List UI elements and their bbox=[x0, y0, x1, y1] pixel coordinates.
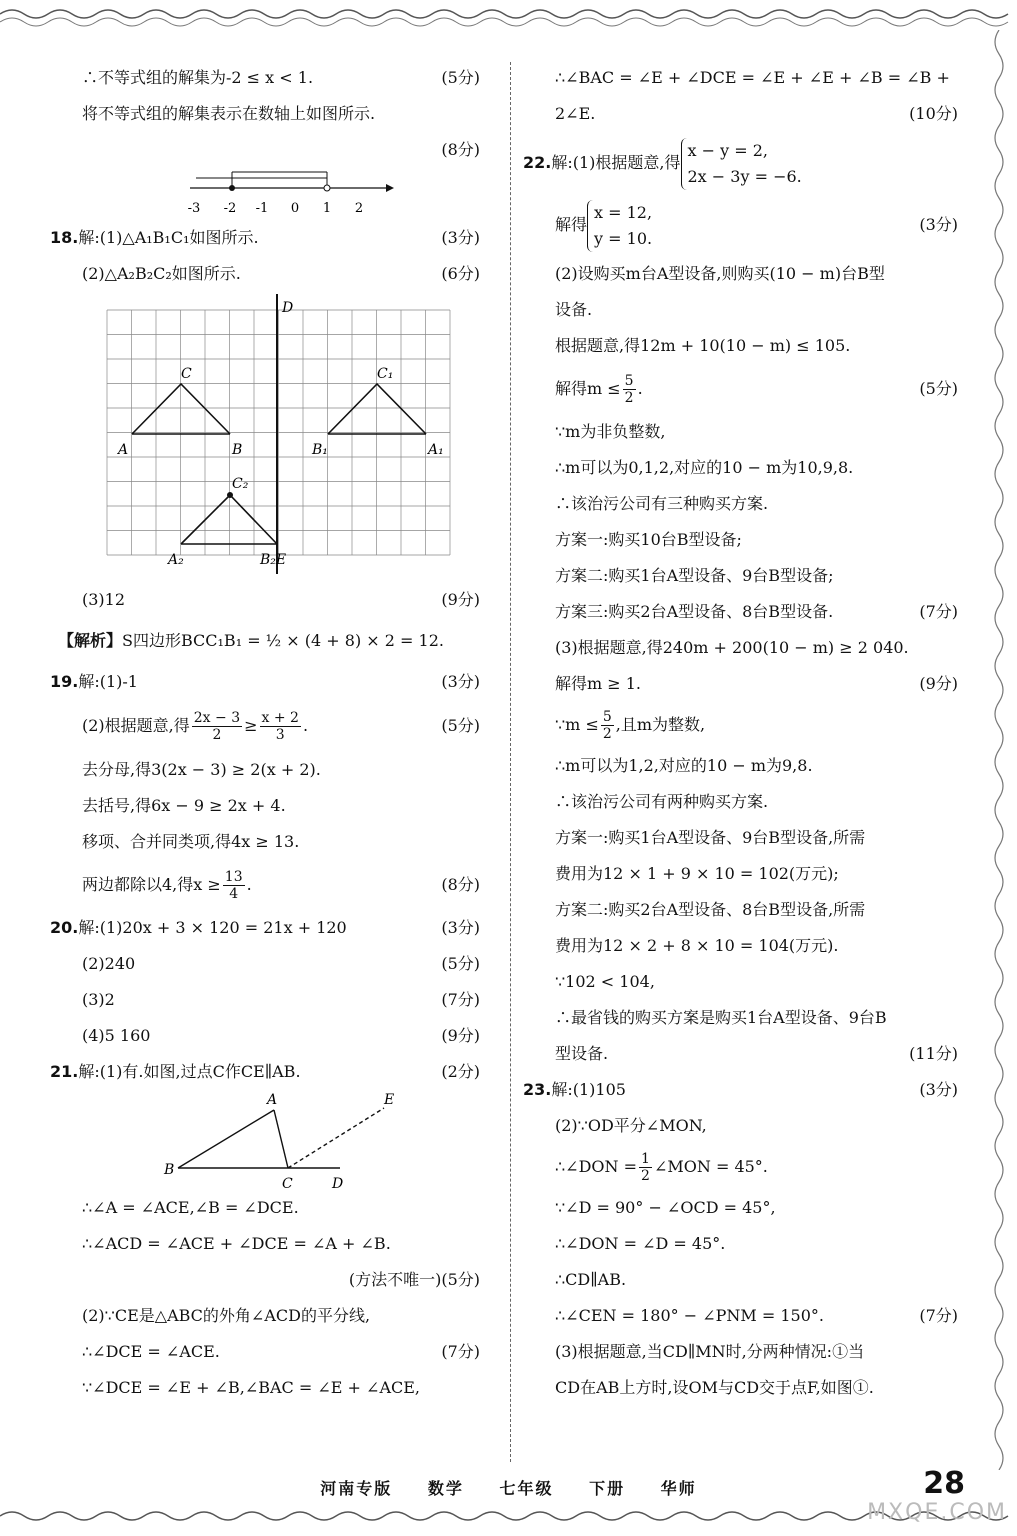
number-line-figure bbox=[50, 168, 480, 220]
point-label: C bbox=[282, 1176, 293, 1190]
line-text: ∴∠BAC = ∠E + ∠DCE = ∠E + ∠E + ∠B = ∠B + bbox=[555, 68, 950, 87]
line bbox=[523, 414, 958, 450]
line-text: ∴∠DON = bbox=[555, 1157, 638, 1176]
tick-label: -3 bbox=[187, 201, 201, 216]
line bbox=[523, 1144, 958, 1190]
line-text: 方案一:购买1台A型设备、9台B型设备,所需 bbox=[555, 828, 866, 847]
line bbox=[523, 1072, 958, 1108]
line bbox=[523, 1226, 958, 1262]
q23-line bbox=[523, 1072, 626, 1108]
line bbox=[50, 664, 480, 700]
line-text: 去分母,得3(2x − 3) ≥ 2(x + 2). bbox=[82, 760, 321, 779]
numerator: 2x − 3 bbox=[193, 710, 241, 726]
punct: . bbox=[302, 716, 309, 735]
q21-line bbox=[50, 1054, 301, 1090]
line bbox=[50, 1262, 480, 1298]
line-text: ∵m为非负整数, bbox=[555, 422, 666, 441]
line bbox=[523, 666, 958, 702]
equation: x = 12, bbox=[594, 202, 653, 222]
score: (11分) bbox=[909, 1044, 958, 1063]
question-number: 21. bbox=[50, 1062, 79, 1081]
line-text: ∵102 < 104, bbox=[555, 972, 655, 991]
footer-subject: 数学 bbox=[427, 1479, 464, 1498]
denominator: 2 bbox=[624, 390, 634, 406]
line-text: ∠MON = 45°. bbox=[653, 1157, 768, 1176]
grid-figure bbox=[50, 292, 480, 582]
line-text: ∴CD∥AB. bbox=[555, 1270, 627, 1289]
line bbox=[50, 132, 480, 168]
line-text: 方案二:购买1台A型设备、9台B型设备; bbox=[555, 566, 834, 585]
line bbox=[523, 702, 958, 748]
footer-volume: 下册 bbox=[589, 1479, 626, 1498]
line bbox=[50, 1334, 480, 1370]
line-text: (3)根据题意,得240m + 200(10 − m) ≥ 2 040. bbox=[555, 638, 909, 657]
point-label: B bbox=[164, 1162, 175, 1178]
watermark: MXQE.COM bbox=[867, 1500, 1007, 1525]
line bbox=[523, 928, 958, 964]
question-number: 23. bbox=[523, 1080, 552, 1099]
line-text: ∴m可以为0,1,2,对应的10 − m为10,9,8. bbox=[555, 458, 854, 477]
point-label: A bbox=[118, 442, 129, 458]
fraction bbox=[192, 710, 242, 743]
line-text: 将不等式组的解集表示在数轴上如图所示. bbox=[82, 104, 376, 123]
point-label: C₂ bbox=[232, 476, 249, 492]
score: (3分) bbox=[441, 918, 480, 937]
line bbox=[50, 824, 480, 860]
line bbox=[523, 60, 958, 96]
line bbox=[50, 788, 480, 824]
line-text: (2)根据题意,得 bbox=[82, 716, 190, 735]
point-label: A bbox=[267, 1092, 278, 1108]
line bbox=[523, 892, 958, 928]
line-text: ∴m可以为1,2,对应的10 − m为9,8. bbox=[555, 756, 813, 775]
line bbox=[523, 450, 958, 486]
line-text: (2)240 bbox=[82, 954, 136, 973]
numerator: 13 bbox=[224, 869, 243, 885]
column-divider bbox=[510, 62, 511, 1462]
line bbox=[523, 964, 958, 1000]
line bbox=[50, 1370, 480, 1406]
line bbox=[50, 582, 480, 618]
line-text: 去括号,得6x − 9 ≥ 2x + 4. bbox=[82, 796, 286, 815]
line-text: ∵m ≤ bbox=[555, 715, 599, 734]
line bbox=[523, 820, 958, 856]
triangle-figure bbox=[50, 1090, 480, 1190]
score: (5分) bbox=[919, 379, 958, 398]
line bbox=[523, 748, 958, 784]
right-column bbox=[523, 60, 958, 1406]
point-label: A₁ bbox=[428, 442, 444, 458]
q18-line bbox=[50, 220, 259, 256]
line-text: ∴不等式组的解集为-2 ≤ x < 1. bbox=[82, 68, 314, 87]
right-wavy-border bbox=[987, 30, 1011, 1470]
q19-line bbox=[50, 664, 138, 700]
line bbox=[523, 1000, 958, 1036]
fraction bbox=[623, 373, 636, 406]
score: (2分) bbox=[441, 1062, 480, 1081]
line-text: 根据题意,得12m + 10(10 − m) ≤ 105. bbox=[555, 336, 851, 355]
line-text: 解:(1)20x + 3 × 120 = 21x + 120 bbox=[78, 918, 347, 937]
line bbox=[50, 752, 480, 788]
line-text: 费用为12 × 1 + 9 × 10 = 102(万元); bbox=[555, 864, 839, 883]
line-text: 2∠E. bbox=[555, 104, 596, 123]
line bbox=[523, 328, 958, 364]
line bbox=[50, 1054, 480, 1090]
line-text: 解:(1)105 bbox=[551, 1080, 626, 1099]
triangle-diagram bbox=[50, 1090, 480, 1190]
q22-line bbox=[523, 132, 802, 194]
fraction-line bbox=[555, 364, 643, 414]
line-text: CD在AB上方时,设OM与CD交于点F,如图①. bbox=[555, 1378, 874, 1397]
score: (9分) bbox=[441, 1026, 480, 1045]
line bbox=[523, 1334, 958, 1370]
line-text: ∴该治污公司有两种购买方案. bbox=[555, 792, 769, 811]
line-text: ,且m为整数, bbox=[615, 715, 706, 734]
footer-grade: 七年级 bbox=[499, 1479, 554, 1498]
line bbox=[523, 856, 958, 892]
line-text: ∴∠DCE = ∠ACE. bbox=[82, 1342, 220, 1361]
point-label: B₂E bbox=[260, 552, 287, 568]
score: (9分) bbox=[441, 590, 480, 609]
line bbox=[50, 946, 480, 982]
equation: x − y = 2, bbox=[687, 140, 768, 160]
line bbox=[523, 630, 958, 666]
line-text: ∴∠A = ∠ACE,∠B = ∠DCE. bbox=[82, 1198, 299, 1217]
point-label: C₁ bbox=[377, 366, 394, 382]
line-text: (3)根据题意,当CD∥MN时,分两种情况:①当 bbox=[555, 1342, 865, 1361]
line bbox=[523, 96, 958, 132]
left-column bbox=[50, 60, 480, 1406]
tick-label: 1 bbox=[322, 201, 332, 216]
fraction-line bbox=[555, 1144, 768, 1190]
analysis-line bbox=[58, 618, 444, 664]
score: (3分) bbox=[919, 215, 958, 234]
line bbox=[523, 256, 958, 292]
line-text: 移项、合并同类项,得4x ≥ 13. bbox=[82, 832, 300, 851]
tick-label: -1 bbox=[255, 201, 269, 216]
score: (10分) bbox=[909, 104, 958, 123]
fraction-line bbox=[82, 860, 252, 910]
footer-region: 河南专版 bbox=[320, 1479, 393, 1498]
line-text: 解:(1)-1 bbox=[78, 672, 138, 691]
line-text: ∵∠D = 90° − ∠OCD = 45°, bbox=[555, 1198, 776, 1217]
score: (3分) bbox=[441, 228, 480, 247]
line bbox=[523, 1108, 958, 1144]
line-text: (4)5 160 bbox=[82, 1026, 151, 1045]
tick-label: 2 bbox=[354, 201, 364, 216]
line-text: ∴∠CEN = 180° − ∠PNM = 150°. bbox=[555, 1306, 824, 1325]
relation: ≥ bbox=[244, 716, 258, 735]
line-text: 方案三:购买2台A型设备、8台B型设备. bbox=[555, 602, 834, 621]
line-text: (3)2 bbox=[82, 990, 115, 1009]
line-text: 设备. bbox=[555, 300, 593, 319]
point-label: E bbox=[384, 1092, 395, 1108]
line bbox=[523, 522, 958, 558]
line bbox=[50, 1226, 480, 1262]
footer bbox=[0, 1476, 1017, 1499]
point-label: B₁ bbox=[312, 442, 328, 458]
point-label: B bbox=[232, 442, 243, 458]
grid-diagram bbox=[50, 292, 480, 582]
line bbox=[50, 220, 480, 256]
line-text: (2)设购买m台A型设备,则购买(10 − m)台B型 bbox=[555, 264, 885, 283]
line-text: ∴∠ACD = ∠ACE + ∠DCE = ∠A + ∠B. bbox=[82, 1234, 391, 1253]
equation-system bbox=[681, 138, 802, 190]
line bbox=[50, 96, 480, 132]
footer-publisher: 华师 bbox=[660, 1479, 697, 1498]
line bbox=[50, 982, 480, 1018]
line-text: 型设备. bbox=[555, 1044, 609, 1063]
fraction bbox=[223, 869, 245, 902]
denominator: 2 bbox=[212, 727, 222, 743]
analysis-tag: 【解析】 bbox=[58, 631, 123, 650]
numerator: 5 bbox=[602, 709, 612, 725]
score: (5分) bbox=[441, 68, 480, 87]
score: (8分) bbox=[441, 875, 480, 894]
fraction bbox=[639, 1151, 652, 1184]
number-line bbox=[50, 168, 480, 220]
score: (8分) bbox=[441, 140, 480, 159]
line bbox=[523, 1262, 958, 1298]
line bbox=[50, 256, 480, 292]
line-text: ∴最省钱的购买方案是购买1台A型设备、9台B bbox=[555, 1008, 887, 1027]
line bbox=[523, 558, 958, 594]
line bbox=[50, 1190, 480, 1226]
line-text: 解得 bbox=[555, 215, 588, 234]
page-number: 28 bbox=[923, 1466, 965, 1501]
line bbox=[50, 1298, 480, 1334]
fraction-line bbox=[555, 702, 705, 748]
solution-line bbox=[555, 194, 652, 256]
point-label: A₂ bbox=[168, 552, 184, 568]
equation-system bbox=[587, 200, 652, 252]
denominator: 2 bbox=[641, 1168, 650, 1184]
point-label: D bbox=[282, 300, 294, 316]
line bbox=[523, 364, 958, 414]
line bbox=[523, 594, 958, 630]
fraction bbox=[260, 710, 301, 743]
line-text: 方案二:购买2台A型设备、8台B型设备,所需 bbox=[555, 900, 866, 919]
line bbox=[523, 1370, 958, 1406]
score: (5分) bbox=[441, 716, 480, 735]
line-text: (2)∵OD平分∠MON, bbox=[555, 1116, 707, 1135]
line-text: ∴该治污公司有三种购买方案. bbox=[555, 494, 769, 513]
score: (9分) bbox=[919, 674, 958, 693]
score: (6分) bbox=[441, 264, 480, 283]
line-text: 解:(1)有.如图,过点C作CE∥AB. bbox=[78, 1062, 301, 1081]
line bbox=[523, 194, 958, 256]
score: (7分) bbox=[441, 1342, 480, 1361]
question-number: 18. bbox=[50, 228, 79, 247]
score: (7分) bbox=[441, 990, 480, 1009]
numerator: 5 bbox=[624, 373, 634, 389]
line bbox=[523, 1190, 958, 1226]
line-text: 解:(1)△A₁B₁C₁如图所示. bbox=[78, 228, 259, 247]
fraction-line bbox=[82, 700, 308, 752]
line bbox=[523, 1298, 958, 1334]
line-text: (3)12 bbox=[82, 590, 126, 609]
tick-label: -2 bbox=[223, 201, 237, 216]
line-text: 解:(1)根据题意,得 bbox=[551, 153, 681, 172]
score: (7分) bbox=[919, 602, 958, 621]
score: (3分) bbox=[441, 672, 480, 691]
numerator: x + 2 bbox=[261, 710, 299, 726]
line bbox=[523, 292, 958, 328]
score: (5分) bbox=[441, 954, 480, 973]
line-text: (2)∵CE是△ABC的外角∠ACD的平分线, bbox=[82, 1306, 371, 1325]
line-text: 费用为12 × 2 + 8 × 10 = 104(万元). bbox=[555, 936, 839, 955]
punct: . bbox=[637, 379, 643, 398]
tick-label: 0 bbox=[290, 201, 300, 216]
line-text: 解得m ≤ bbox=[555, 379, 621, 398]
line-text: S四边形BCC₁B₁ = ½ × (4 + 8) × 2 = 12. bbox=[122, 631, 444, 650]
line bbox=[523, 1036, 958, 1072]
numerator: 1 bbox=[641, 1151, 650, 1167]
line bbox=[523, 486, 958, 522]
top-wavy-border bbox=[0, 0, 1017, 40]
equation: 2x − 3y = −6. bbox=[687, 166, 802, 186]
line bbox=[50, 1018, 480, 1054]
point-label: D bbox=[332, 1176, 344, 1190]
question-number: 20. bbox=[50, 918, 79, 937]
q20-line bbox=[50, 910, 347, 946]
line bbox=[50, 700, 480, 752]
line bbox=[50, 860, 480, 910]
line-text: ∴∠DON = ∠D = 45°. bbox=[555, 1234, 726, 1253]
line bbox=[523, 784, 958, 820]
line bbox=[523, 132, 958, 194]
point-label: C bbox=[181, 366, 192, 382]
line-text: 解得m ≥ 1. bbox=[555, 674, 642, 693]
line bbox=[50, 60, 480, 96]
score: (方法不唯一)(5分) bbox=[348, 1270, 480, 1289]
line-text: ∵∠DCE = ∠E + ∠B,∠BAC = ∠E + ∠ACE, bbox=[82, 1378, 420, 1397]
line bbox=[50, 618, 480, 664]
equation: y = 10. bbox=[594, 228, 653, 248]
line-text: 方案一:购买10台B型设备; bbox=[555, 530, 742, 549]
denominator: 2 bbox=[602, 726, 612, 742]
punct: . bbox=[246, 875, 252, 894]
denominator: 3 bbox=[275, 727, 285, 743]
score: (3分) bbox=[919, 1080, 958, 1099]
denominator: 4 bbox=[229, 886, 239, 902]
line bbox=[50, 910, 480, 946]
score: (7分) bbox=[919, 1306, 958, 1325]
line-text: 两边都除以4,得x ≥ bbox=[82, 875, 221, 894]
line-text: (2)△A₂B₂C₂如图所示. bbox=[82, 264, 241, 283]
fraction bbox=[601, 709, 614, 742]
question-number: 19. bbox=[50, 672, 79, 691]
question-number: 22. bbox=[523, 153, 552, 172]
